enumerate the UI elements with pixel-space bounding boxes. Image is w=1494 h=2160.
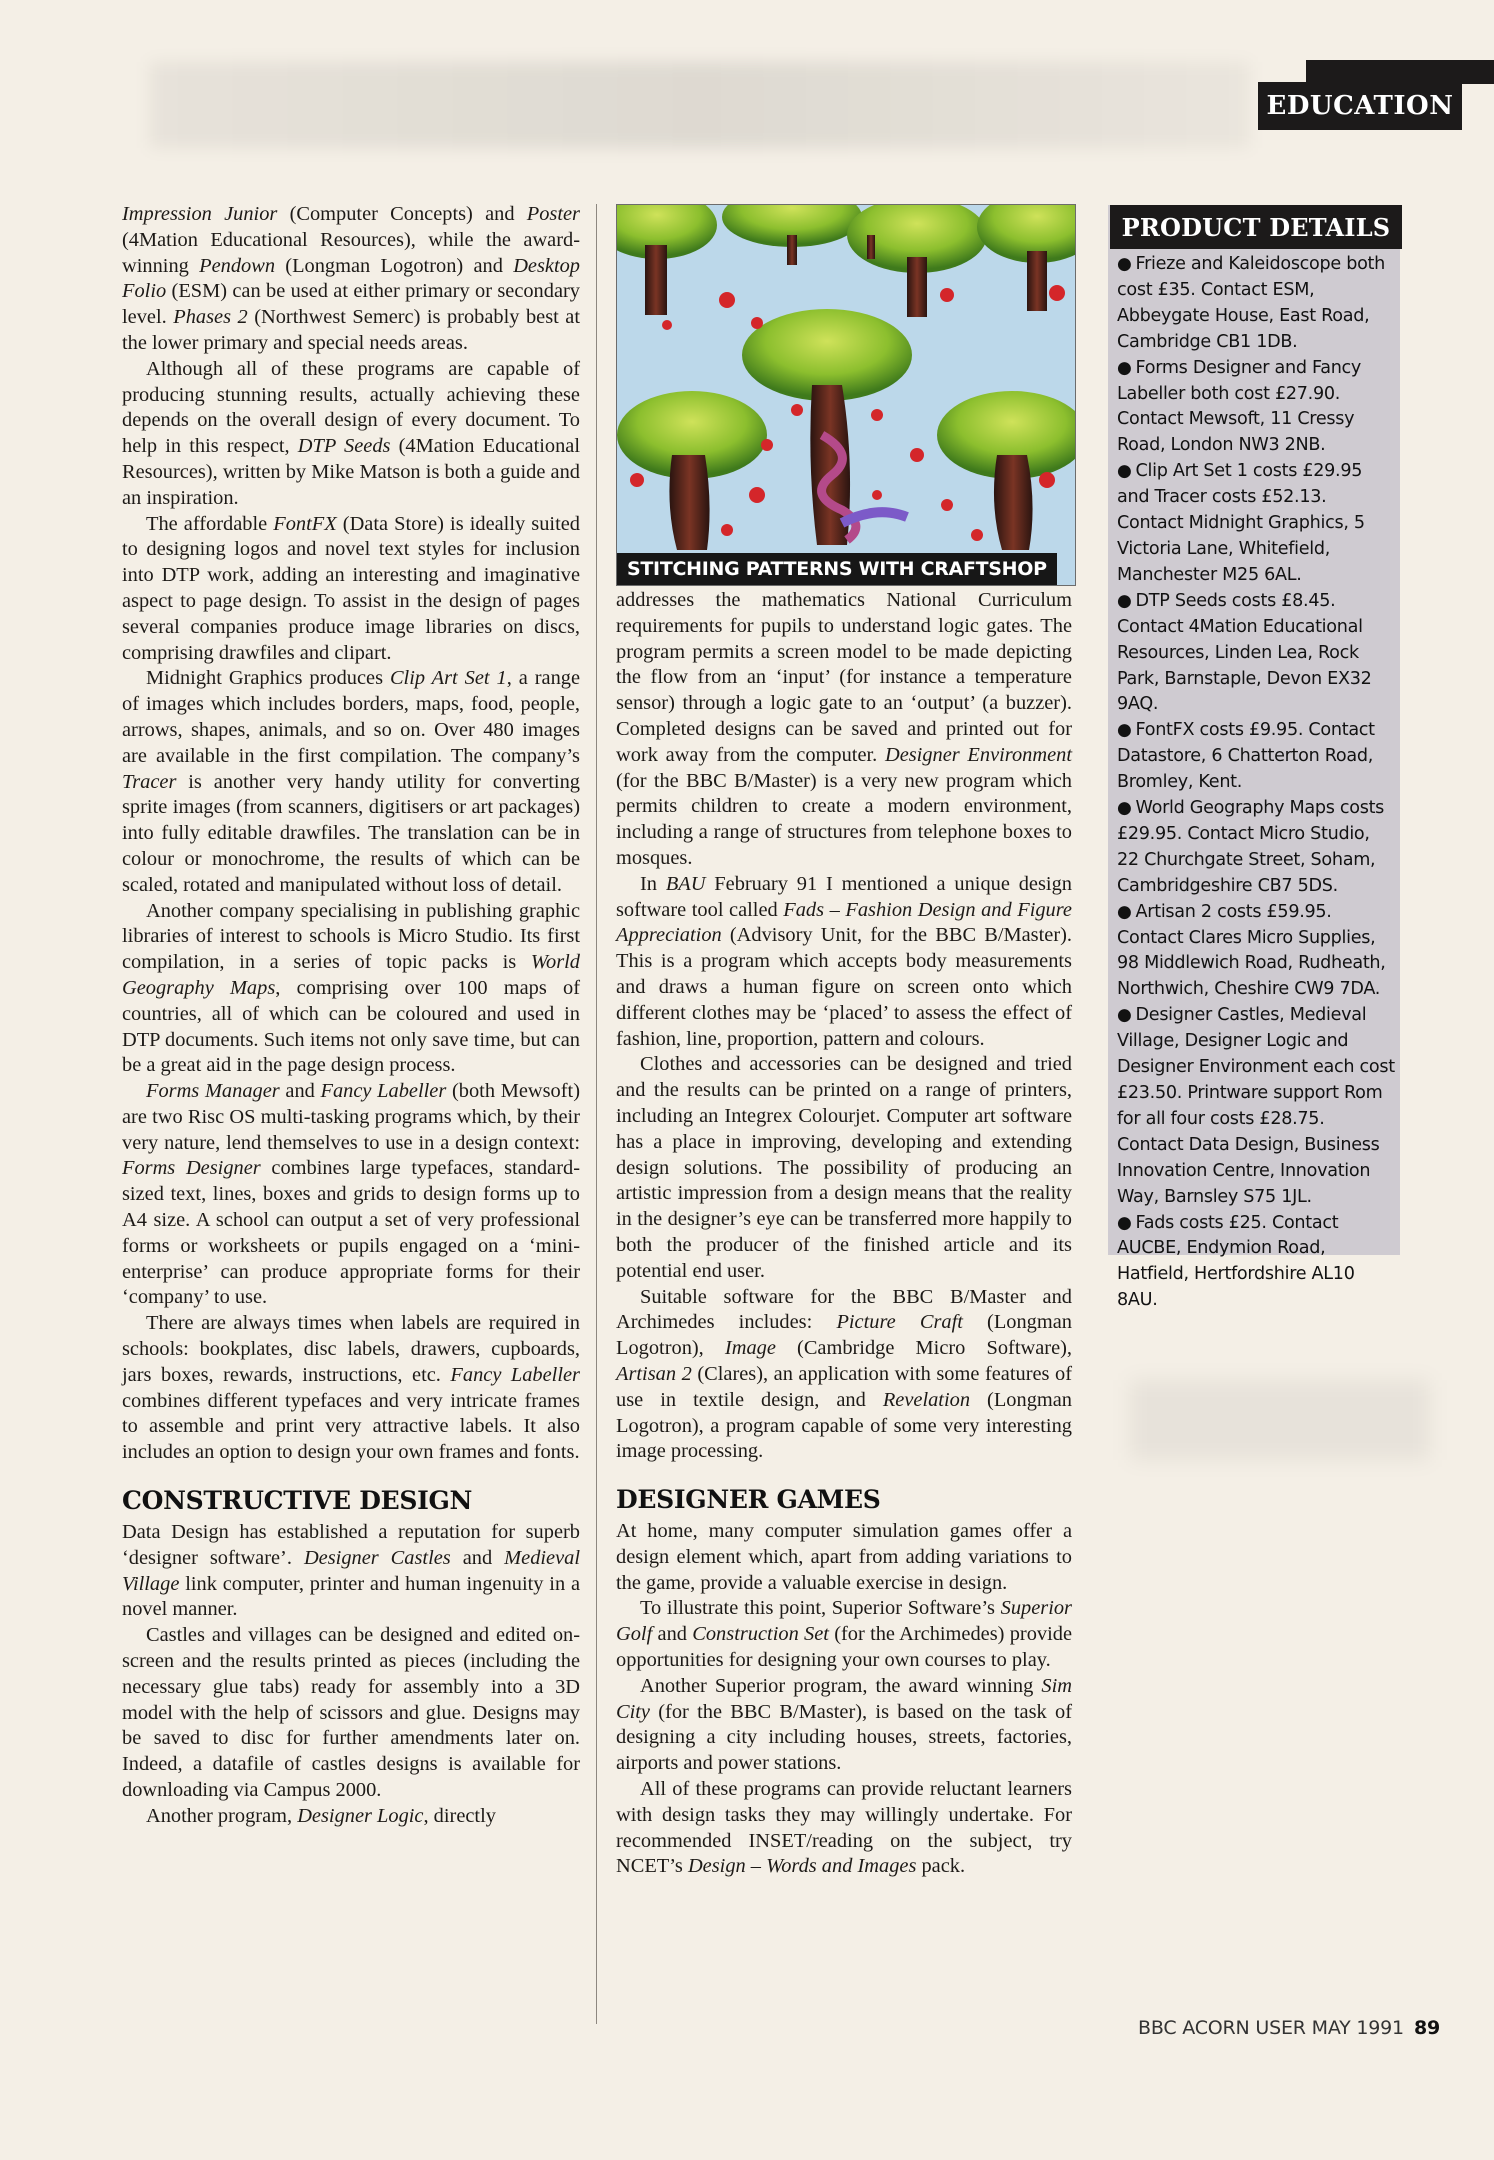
- product-detail-item: ● Designer Castles, Medieval Village, Designer Logic and Designer Environment each cost £23.50. Printware support Rom for all four costs £28.75. Contact Data Design, Business Innovation Centre, Innovation Way, Barnsley S75 1JL.: [1117, 1005, 1395, 1207]
- heading-designer-games: DESIGNER GAMES: [616, 1485, 881, 1515]
- product-detail-item: ● FontFX costs £9.95. Contact Datastore, 6 Chatterton Road, Bromley, Kent.: [1117, 720, 1375, 793]
- paragraph: Data Design has established a reputation for superb ‘designer software’. Designer Castles and Medieval Village link computer, printer and human ingenuity in a novel manner.: [122, 1521, 581, 1621]
- bullet-icon: ●: [1117, 1005, 1132, 1026]
- product-details-title: PRODUCT DETAILS: [1110, 205, 1402, 249]
- paragraph: Forms Manager and Fancy Labeller (both Mewsoft) are two Risc OS multi-tasking programs which, by their very nature, lend themselves to use in a design context: Forms Designer combines large typefaces, standard-sized text, lines, boxes and grids to design forms up to A4 size. A school can output a set of very professional forms or worksheets or pupils engaged on a ‘mini-enterprise’ can produce appropriate forms for their ‘company’ to use.: [122, 1080, 580, 1309]
- section-tab-edge: [1306, 60, 1494, 84]
- magazine-issue: BBC ACORN USER MAY 1991: [1138, 2017, 1404, 2039]
- paragraph: Midnight Graphics produces Clip Art Set 1, a range of images which includes borders, maps, food, people, arrows, shapes, animals, and so on. Over 480 images are available in the first compilation. The company’s Tracer is another very handy utility for converting sprite images (from scanners, digitisers or art packages) into fully editable drawfiles. The translation can be in colour or monochrome, the results of which can be scaled, rotated and manipulated without loss of detail.: [122, 667, 581, 896]
- paragraph: To illustrate this point, Superior Software’s Superior Golf and Construction Set (for the Archimedes) provide opportunities for designing your own courses to play.: [616, 1597, 1072, 1672]
- paragraph: Impression Junior (Computer Concepts) and Poster (4Mation Educational Resources), while the award-winning Pendown (Longman Logotron) and Desktop Folio (ESM) can be used at either primary or secondary level. Phases 2 (Northwest Semerc) is probably best at the lower primary and special needs areas.: [122, 203, 581, 354]
- bullet-icon: ●: [1117, 720, 1132, 741]
- bullet-icon: ●: [1117, 798, 1132, 819]
- bullet-icon: ●: [1117, 901, 1132, 922]
- product-detail-item: ● Frieze and Kaleidoscope both cost £35. Contact ESM, Abbeygate House, East Road, Cambridge CB1 1DB.: [1117, 254, 1385, 352]
- bullet-icon: ●: [1117, 461, 1132, 482]
- paragraph: Clothes and accessories can be designed and tried and the results can be printed on a range of printers, including an Integrex Colourjet. Computer art software has a place in improving, developing and extending design solutions. The possibility of producing an artistic impression from a design means that the reality in the designer’s eye can be transferred more happily to both the producer of the finished article and its potential end user.: [616, 1053, 1072, 1282]
- product-detail-item: ● Forms Designer and Fancy Labeller both cost £27.90. Contact Mewsoft, 11 Cressy Road, London NW3 2NB.: [1117, 357, 1362, 456]
- faded-page-title-band: [150, 62, 1250, 148]
- column-rule: [596, 204, 597, 2024]
- page-footer: [1138, 2017, 1440, 2039]
- product-detail-item: ● DTP Seeds costs £8.45. Contact 4Mation Educational Resources, Linden Lea, Rock Park, Barnstaple, Devon EX32 9AQ.: [1117, 590, 1372, 715]
- paragraph: Another Superior program, the award winning Sim City (for the BBC B/Master), is based on the task of designing a city including houses, streets, factories, airports and power stations.: [616, 1674, 1072, 1775]
- paragraph: addresses the mathematics National Curriculum requirements for pupils to understand logic gates. The program permits a screen model to be made depicting the flow from an ‘input’ (for instance a temperature sensor) through a logic gate to an ‘output’ (a buzzer). Completed designs can be saved and printed out for work away from the computer. Designer Environment (for the BBC B/Master) is a very new program which permits children to create a modern environment, including a range of structures from telephone boxes to mosques.: [616, 589, 1072, 869]
- paragraph: Another company specialising in publishing graphic libraries of interest to schools is Micro Studio. Its first compilation, in a series of topic packs is World Geography Maps, comprising over 100 maps of countries, all of which can be coloured and used in DTP documents. Such items not only save time, but can be a great aid in the page design process.: [122, 899, 580, 1077]
- product-details-list: [1117, 252, 1395, 1314]
- product-detail-item: ● Artisan 2 costs £59.95. Contact Clares Micro Supplies, 98 Middlewich Road, Rudheath, Northwich, Cheshire CW9 7DA.: [1117, 901, 1386, 1000]
- paragraph: The affordable FontFX (Data Store) is ideally suited to designing logos and novel text styles for inclusion into DTP work, adding an interesting and imaginative aspect to page design. To assist in the design of pages several companies produce image libraries on discs, comprising drawfiles and clipart.: [122, 512, 580, 664]
- paragraph: In BAU February 91 I mentioned a unique design software tool called Fads – Fashion Design and Figure Appreciation (Advisory Unit, for the BBC B/Master). This is a program which accepts body measurements and draws a human figure on screen onto which different clothes may be ‘placed’ to assess the effect of fashion, line, proportion, pattern and colours.: [616, 872, 1072, 1050]
- product-detail-item: ● Fads costs £25. Contact AUCBE, Endymion Road, Hatfield, Hertfordshire AL10 8AU.: [1117, 1212, 1355, 1311]
- paragraph: At home, many computer simulation games offer a design element which, apart from adding variations to the game, provide a valuable exercise in design.: [616, 1520, 1072, 1594]
- bullet-icon: ●: [1117, 357, 1132, 378]
- section-tab: EDUCATION: [1258, 82, 1462, 130]
- article-column-left: [122, 202, 580, 1830]
- product-detail-item: ● Clip Art Set 1 costs £29.95 and Tracer costs £52.13. Contact Midnight Graphics, 5 Victoria Lane, Whitefield, Manchester M25 6AL.: [1117, 461, 1365, 585]
- bullet-icon: ●: [1117, 1212, 1132, 1233]
- paragraph: Suitable software for the BBC B/Master and Archimedes includes: Picture Craft (Longman Logotron), Image (Cambridge Micro Software), Artisan 2 (Clares), an application with some features of use in textile design, and Revelation (Longman Logotron), a program capable of some very interesting image processing.: [616, 1285, 1073, 1463]
- page-number: 89: [1413, 2017, 1440, 2039]
- heading-constructive-design: CONSTRUCTIVE DESIGN: [122, 1486, 473, 1516]
- bullet-icon: ●: [1117, 254, 1132, 274]
- craftshop-screenshot: [616, 204, 1076, 586]
- paragraph: Although all of these programs are capable of producing stunning results, actually achieving these depends on the overall design of every document. To help in this respect, DTP Seeds (4Mation Educational Resources), written by Mike Matson is both a guide and an inspiration.: [122, 357, 581, 509]
- article-column-middle: [616, 588, 1072, 1880]
- paragraph: Another program, Designer Logic, directly: [146, 1804, 496, 1827]
- paragraph: All of these programs can provide reluctant learners with design tasks they may willingly undertake. For recommended INSET/reading on the subject, try NCET’s Design – Words and Images pack.: [616, 1778, 1072, 1878]
- paragraph: Castles and villages can be designed and edited on-screen and the results printed as pieces (including the necessary glue tabs) ready for assembly into a 3D model with the help of scissors and glue. Designs may be saved to disc for further amendments later on. Indeed, a datafile of castles designs is available for downloading via Campus 2000.: [122, 1624, 580, 1802]
- figure-caption: STITCHING PATTERNS WITH CRAFTSHOP: [617, 553, 1057, 585]
- faded-show-through: [1130, 1380, 1430, 1460]
- palm-tree-pattern-image: [617, 205, 1075, 585]
- product-detail-item: ● World Geography Maps costs £29.95. Contact Micro Studio, 22 Churchgate Street, Soham, Cambridgeshire CB7 5DS.: [1117, 798, 1385, 896]
- bullet-icon: ●: [1117, 590, 1132, 611]
- paragraph: There are always times when labels are required in schools: bookplates, disc labels, drawers, cupboards, jars boxes, rewards, instructions, etc. Fancy Labeller combines different typefaces and very intricate frames to assemble and print very attractive labels. It also includes an option to design your own frames and fonts.: [122, 1312, 580, 1464]
